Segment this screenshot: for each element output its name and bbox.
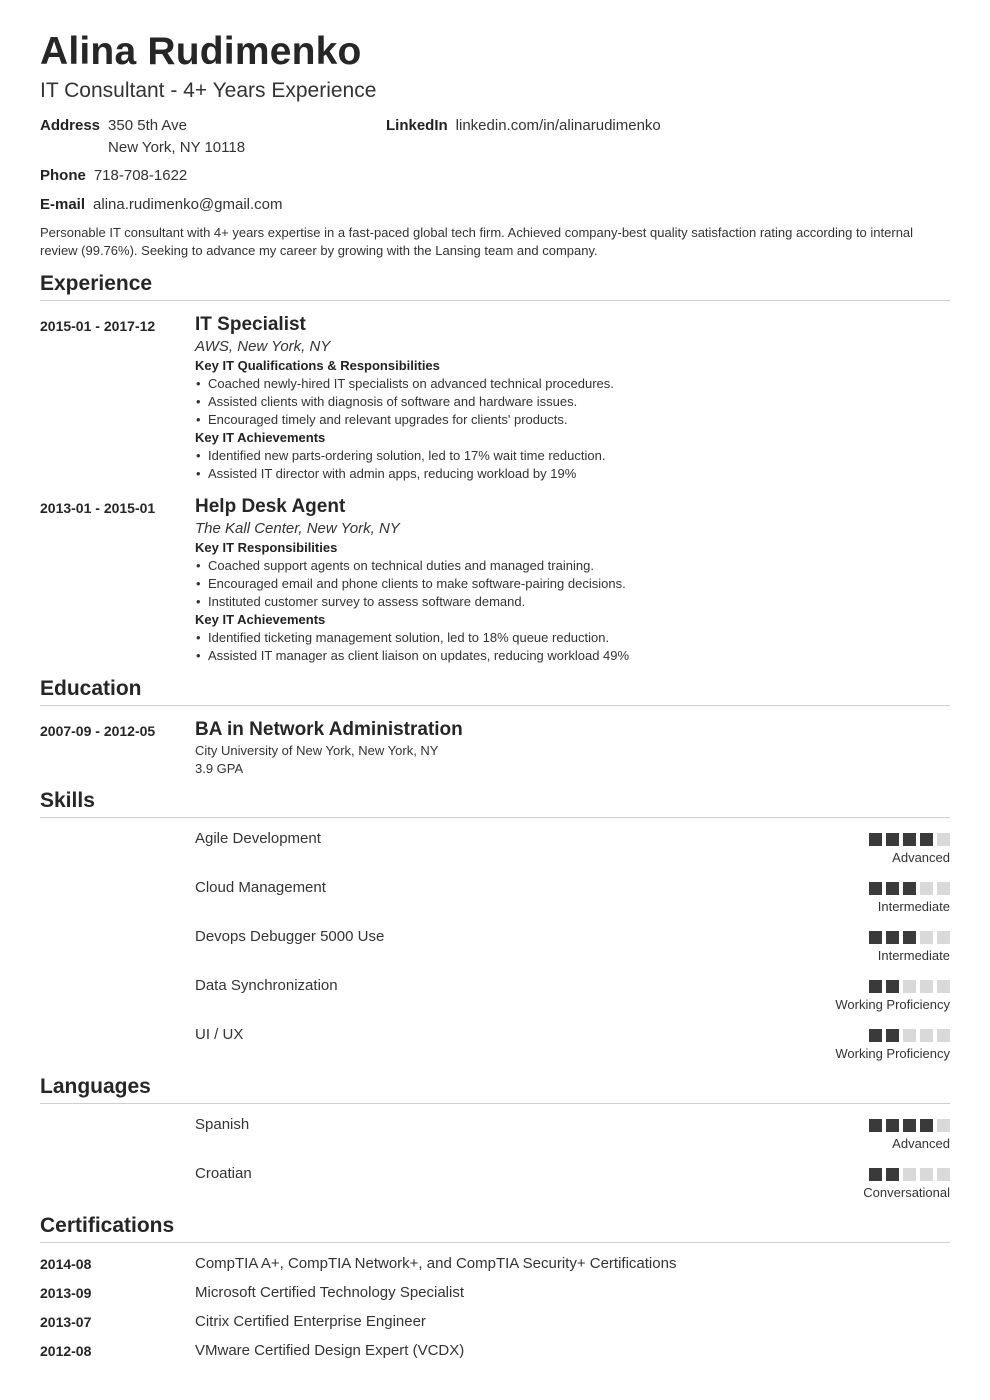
skill-row	[40, 976, 950, 1025]
language-row-rating	[863, 1164, 950, 1213]
certification-date: 2013-09	[40, 1285, 92, 1301]
bullet-item: • Assisted clients with diagnosis of software and hardware issues.	[195, 393, 950, 411]
rating-dot-empty	[937, 833, 950, 846]
certification-name: VMware Certified Design Expert (VCDX)	[195, 1342, 465, 1359]
contact-email	[40, 194, 283, 215]
skill-row-rating	[869, 878, 950, 927]
rating-dot-filled	[886, 882, 899, 895]
certification-row	[40, 1254, 950, 1283]
skill-row-level: Advanced	[892, 850, 950, 865]
bullet-item: • Identified ticketing management solution, led to 18% queue reduction.	[195, 629, 950, 647]
job-dates: 2013-01 - 2015-01	[40, 500, 156, 516]
skill-row	[40, 829, 950, 878]
education-school: City University of New York, New York, NY	[195, 743, 439, 758]
job-company: The Kall Center, New York, NY	[195, 520, 400, 537]
bullet-item: • Encouraged email and phone clients to make software-pairing decisions.	[195, 575, 950, 593]
languages-list	[40, 1115, 950, 1213]
rating-dot-filled	[903, 1119, 916, 1132]
address-line-2: New York, NY 10118	[108, 139, 246, 156]
rating-dot-filled	[869, 882, 882, 895]
skill-row-name: UI / UX	[195, 1026, 244, 1043]
resume-page	[40, 30, 950, 1370]
rating-dot-filled	[869, 931, 882, 944]
certifications-list	[40, 1254, 950, 1370]
skill-row-level: Intermediate	[877, 899, 950, 914]
rating-bar	[863, 1168, 950, 1181]
candidate-name: Alina Rudimenko	[40, 30, 362, 73]
linkedin-link[interactable]: linkedin.com/in/alinarudimenko	[455, 117, 661, 134]
job-title: IT Specialist	[195, 314, 306, 335]
certification-name: Microsoft Certified Technology Specialist	[195, 1284, 465, 1301]
bullet-item: • Coached newly-hired IT specialists on advanced technical procedures.	[195, 375, 950, 393]
education-degree: BA in Network Administration	[195, 719, 463, 740]
job-details	[195, 495, 950, 665]
certification-date: 2012-08	[40, 1343, 92, 1359]
skill-row-level: Intermediate	[877, 948, 950, 963]
job-subheading: Key IT Responsibilities	[195, 540, 338, 555]
rating-dot-filled	[886, 833, 899, 846]
job-company: AWS, New York, NY	[195, 338, 331, 355]
rating-dot-empty	[937, 931, 950, 944]
rating-dot-filled	[903, 833, 916, 846]
skills-list	[40, 829, 950, 1074]
skill-row-name: Cloud Management	[195, 879, 326, 896]
skill-row-rating	[869, 927, 950, 976]
certification-name: CompTIA A+, CompTIA Network+, and CompTIA Security+ Certifications	[195, 1255, 677, 1272]
rating-dot-empty	[903, 1029, 916, 1042]
skill-row	[40, 1025, 950, 1074]
rating-dot-empty	[903, 980, 916, 993]
rating-dot-filled	[869, 833, 882, 846]
language-row	[40, 1115, 950, 1164]
address-value	[108, 115, 245, 158]
experience-entry	[40, 313, 950, 483]
skill-row-level: Working Proficiency	[835, 1046, 950, 1061]
rating-dot-empty	[920, 980, 933, 993]
rating-bar	[869, 931, 950, 944]
skill-row-rating	[869, 829, 950, 878]
experience-entry	[40, 495, 950, 665]
education-gpa: 3.9 GPA	[195, 761, 244, 776]
rating-dot-empty	[920, 882, 933, 895]
bullet-item: • Assisted IT director with admin apps, reducing workload by 19%	[195, 465, 950, 483]
certifications-section-title: Certifications	[40, 1213, 950, 1243]
address-label: Address	[40, 117, 101, 134]
rating-dot-empty	[920, 931, 933, 944]
linkedin-label: LinkedIn	[386, 117, 448, 134]
skill-row-rating	[835, 976, 950, 1025]
job-subheading: Key IT Achievements	[195, 430, 326, 445]
languages-section-title: Languages	[40, 1074, 950, 1104]
experience-section-title: Experience	[40, 271, 950, 301]
rating-bar	[869, 882, 950, 895]
skill-row-rating	[835, 1025, 950, 1074]
education-dates: 2007-09 - 2012-05	[40, 723, 156, 739]
rating-dot-filled	[903, 931, 916, 944]
certification-row	[40, 1341, 950, 1370]
certification-date: 2014-08	[40, 1256, 92, 1272]
phone-label: Phone	[40, 167, 86, 184]
language-row-name: Spanish	[195, 1116, 250, 1133]
language-row-level: Conversational	[863, 1185, 950, 1200]
bullet-item: • Encouraged timely and relevant upgrades for clients' products.	[195, 411, 950, 429]
language-row-name: Croatian	[195, 1165, 252, 1182]
language-row-level: Advanced	[892, 1136, 950, 1151]
contact-linkedin	[386, 115, 661, 136]
job-details	[195, 313, 950, 483]
contact-phone	[40, 165, 187, 186]
rating-bar	[835, 1029, 950, 1042]
skills-section-title: Skills	[40, 788, 950, 818]
certification-name: Citrix Certified Enterprise Engineer	[195, 1313, 426, 1330]
education-entry	[40, 718, 950, 778]
education-section-title: Education	[40, 676, 950, 706]
rating-dot-filled	[886, 980, 899, 993]
rating-dot-filled	[886, 1119, 899, 1132]
skill-row-name: Agile Development	[195, 830, 321, 847]
bullet-item: • Assisted IT manager as client liaison on updates, reducing workload 49%	[195, 647, 950, 665]
rating-bar	[869, 1119, 950, 1132]
rating-dot-filled	[886, 1029, 899, 1042]
rating-dot-filled	[920, 1119, 933, 1132]
rating-dot-empty	[937, 980, 950, 993]
rating-dot-empty	[937, 1168, 950, 1181]
skill-row-name: Data Synchronization	[195, 977, 338, 994]
candidate-headline: IT Consultant - 4+ Years Experience	[40, 79, 377, 102]
job-title: Help Desk Agent	[195, 496, 346, 517]
job-dates: 2015-01 - 2017-12	[40, 318, 156, 334]
rating-dot-filled	[869, 980, 882, 993]
certification-row	[40, 1283, 950, 1312]
bullet-list	[195, 375, 950, 429]
rating-dot-filled	[869, 1168, 882, 1181]
rating-dot-filled	[920, 833, 933, 846]
rating-dot-filled	[903, 882, 916, 895]
bullet-item: • Identified new parts-ordering solution, led to 17% wait time reduction.	[195, 447, 950, 465]
certification-date: 2013-07	[40, 1314, 92, 1330]
rating-dot-filled	[886, 931, 899, 944]
rating-bar	[869, 833, 950, 846]
contact-address	[40, 115, 245, 158]
rating-dot-empty	[937, 882, 950, 895]
rating-dot-filled	[886, 1168, 899, 1181]
language-row-rating	[869, 1115, 950, 1164]
bullet-list	[195, 629, 950, 665]
email-label: E-mail	[40, 196, 86, 213]
experience-list	[40, 313, 950, 665]
rating-dot-empty	[903, 1168, 916, 1181]
skill-row-name: Devops Debugger 5000 Use	[195, 928, 385, 945]
rating-dot-empty	[920, 1168, 933, 1181]
skill-row	[40, 878, 950, 927]
rating-dot-empty	[937, 1119, 950, 1132]
bullet-list	[195, 557, 950, 611]
certification-row	[40, 1312, 950, 1341]
skill-row-level: Working Proficiency	[835, 997, 950, 1012]
skill-row	[40, 927, 950, 976]
job-subheading: Key IT Qualifications & Responsibilities	[195, 358, 440, 373]
phone-value: 718-708-1622	[93, 167, 188, 184]
rating-bar	[835, 980, 950, 993]
email-link[interactable]: alina.rudimenko@gmail.com	[93, 196, 283, 213]
summary-paragraph: Personable IT consultant with 4+ years expertise in a fast-paced global tech firm. Achieved company-best quality satisfaction rating according to internal review (99.76%). Seeking to advance my career by growing with the Lansing team and company.	[40, 225, 914, 258]
rating-dot-filled	[869, 1029, 882, 1042]
rating-dot-empty	[937, 1029, 950, 1042]
bullet-item: • Coached support agents on technical duties and managed training.	[195, 557, 950, 575]
contact-block	[40, 115, 950, 213]
bullet-item: • Instituted customer survey to assess software demand.	[195, 593, 950, 611]
rating-dot-filled	[869, 1119, 882, 1132]
language-row	[40, 1164, 950, 1213]
job-subheading: Key IT Achievements	[195, 612, 326, 627]
bullet-list	[195, 447, 950, 483]
rating-dot-empty	[920, 1029, 933, 1042]
address-line-1: 350 5th Ave	[108, 117, 187, 134]
